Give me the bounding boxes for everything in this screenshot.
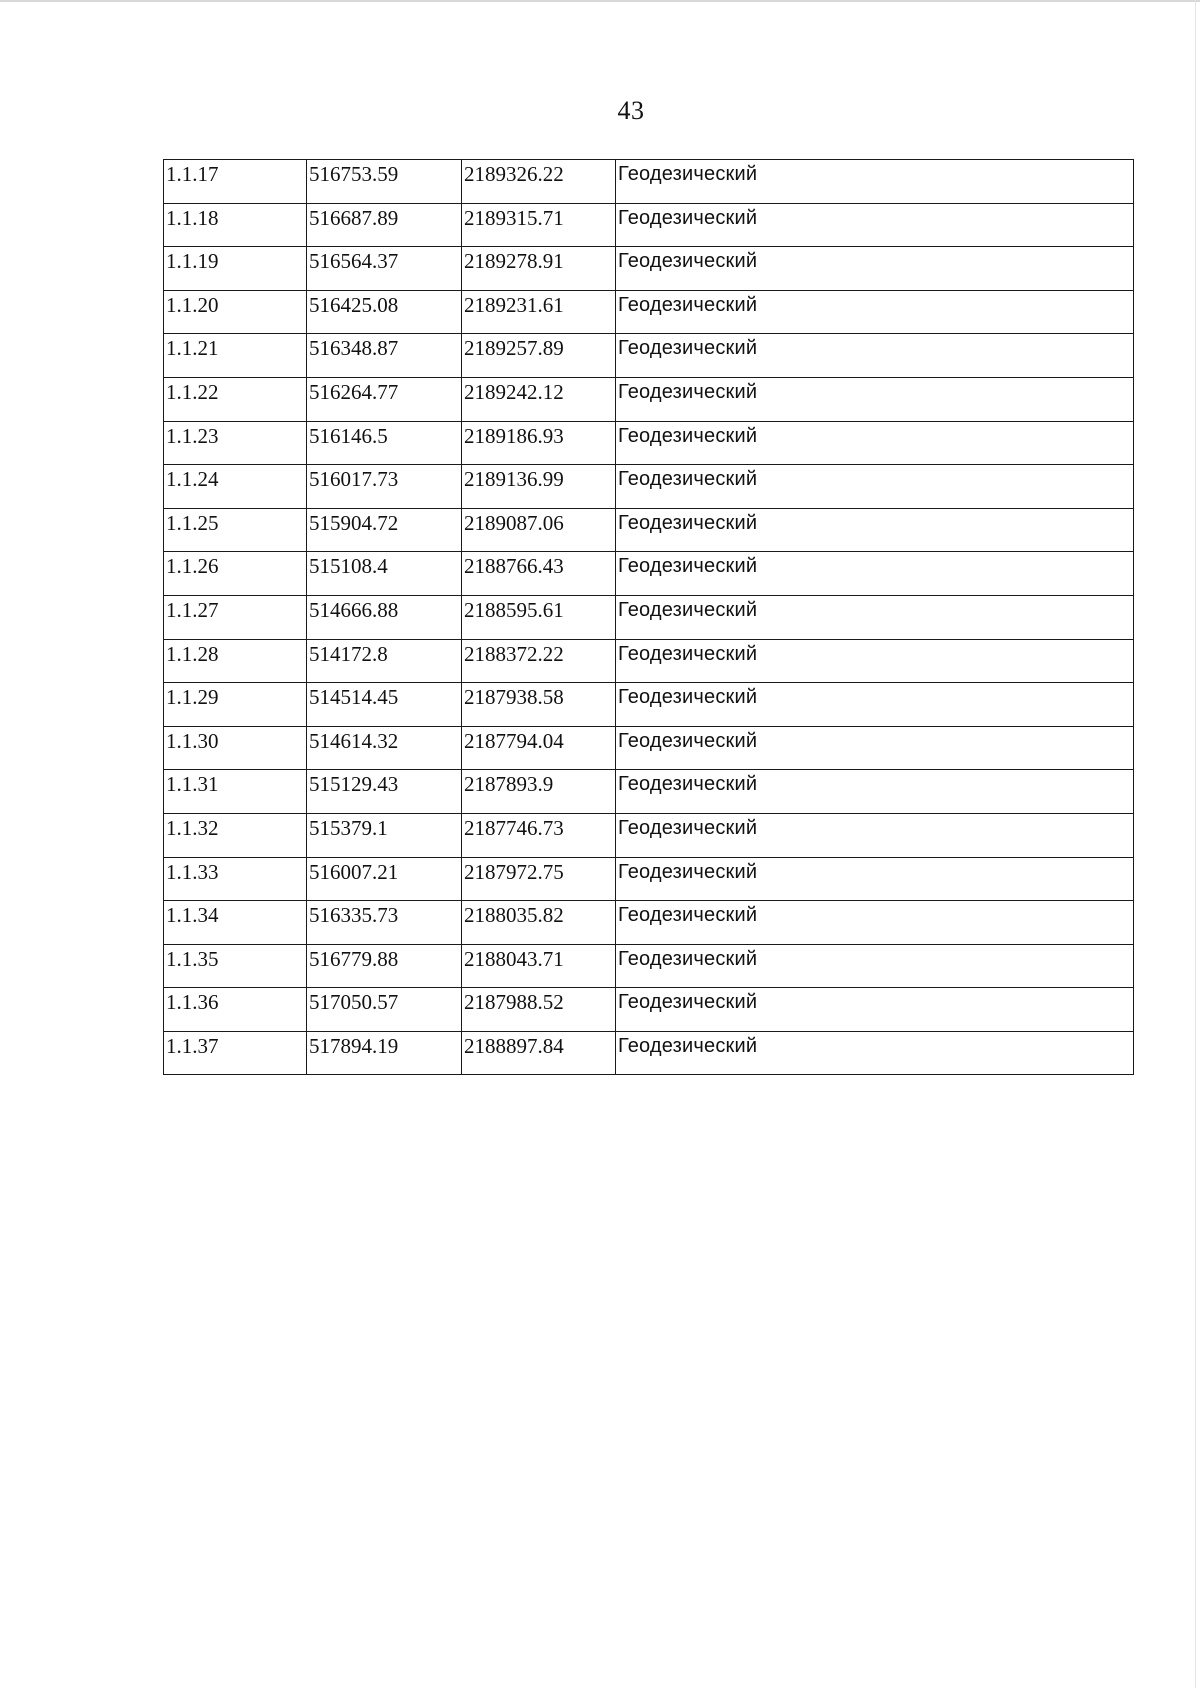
point-type-cell: Геодезический: [616, 901, 1134, 945]
table-row: [164, 726, 1134, 770]
point-id-cell: 1.1.34: [164, 901, 307, 945]
y-coordinate-cell: 2187893.9: [462, 770, 616, 814]
y-coordinate-cell: 2187794.04: [462, 726, 616, 770]
table-row: [164, 552, 1134, 596]
y-coordinate-cell: 2188595.61: [462, 595, 616, 639]
point-id-cell: 1.1.19: [164, 247, 307, 291]
x-coordinate-cell: 514514.45: [307, 683, 462, 727]
point-type-cell: Геодезический: [616, 639, 1134, 683]
table-row: [164, 465, 1134, 509]
point-type-cell: Геодезический: [616, 508, 1134, 552]
point-type-cell: Геодезический: [616, 465, 1134, 509]
point-id-cell: 1.1.22: [164, 377, 307, 421]
scan-edge-right: [1195, 0, 1196, 1688]
point-id-cell: 1.1.33: [164, 857, 307, 901]
y-coordinate-cell: 2188897.84: [462, 1031, 616, 1075]
point-id-cell: 1.1.20: [164, 290, 307, 334]
y-coordinate-cell: 2188035.82: [462, 901, 616, 945]
point-id-cell: 1.1.36: [164, 988, 307, 1032]
table-row: [164, 857, 1134, 901]
point-id-cell: 1.1.37: [164, 1031, 307, 1075]
x-coordinate-cell: 516017.73: [307, 465, 462, 509]
point-type-cell: Геодезический: [616, 203, 1134, 247]
x-coordinate-cell: 517894.19: [307, 1031, 462, 1075]
table-row: [164, 247, 1134, 291]
table-row: [164, 1031, 1134, 1075]
point-type-cell: Геодезический: [616, 857, 1134, 901]
y-coordinate-cell: 2188372.22: [462, 639, 616, 683]
point-id-cell: 1.1.28: [164, 639, 307, 683]
table-row: [164, 683, 1134, 727]
point-type-cell: Геодезический: [616, 988, 1134, 1032]
table-row: [164, 203, 1134, 247]
x-coordinate-cell: 516779.88: [307, 944, 462, 988]
point-type-cell: Геодезический: [616, 552, 1134, 596]
y-coordinate-cell: 2189136.99: [462, 465, 616, 509]
point-type-cell: Геодезический: [616, 683, 1134, 727]
point-id-cell: 1.1.30: [164, 726, 307, 770]
point-id-cell: 1.1.24: [164, 465, 307, 509]
x-coordinate-cell: 516564.37: [307, 247, 462, 291]
page-number: 43: [617, 96, 645, 125]
point-id-cell: 1.1.26: [164, 552, 307, 596]
x-coordinate-cell: 516146.5: [307, 421, 462, 465]
table-row: [164, 639, 1134, 683]
x-coordinate-cell: 516425.08: [307, 290, 462, 334]
x-coordinate-cell: 516348.87: [307, 334, 462, 378]
y-coordinate-cell: 2189186.93: [462, 421, 616, 465]
table-row: [164, 595, 1134, 639]
x-coordinate-cell: 516687.89: [307, 203, 462, 247]
x-coordinate-cell: 514614.32: [307, 726, 462, 770]
point-type-cell: Геодезический: [616, 290, 1134, 334]
point-id-cell: 1.1.35: [164, 944, 307, 988]
y-coordinate-cell: 2189257.89: [462, 334, 616, 378]
table-row: [164, 290, 1134, 334]
coordinates-table-body: [164, 160, 1134, 1075]
point-id-cell: 1.1.17: [164, 160, 307, 204]
scan-edge-top: [0, 0, 1200, 2]
x-coordinate-cell: 515379.1: [307, 813, 462, 857]
y-coordinate-cell: 2189087.06: [462, 508, 616, 552]
table-row: [164, 160, 1134, 204]
point-type-cell: Геодезический: [616, 595, 1134, 639]
y-coordinate-cell: 2187988.52: [462, 988, 616, 1032]
y-coordinate-cell: 2188766.43: [462, 552, 616, 596]
x-coordinate-cell: 515904.72: [307, 508, 462, 552]
x-coordinate-cell: 515108.4: [307, 552, 462, 596]
y-coordinate-cell: 2187746.73: [462, 813, 616, 857]
point-id-cell: 1.1.27: [164, 595, 307, 639]
point-id-cell: 1.1.29: [164, 683, 307, 727]
point-type-cell: Геодезический: [616, 160, 1134, 204]
point-id-cell: 1.1.23: [164, 421, 307, 465]
y-coordinate-cell: 2189326.22: [462, 160, 616, 204]
table-row: [164, 508, 1134, 552]
x-coordinate-cell: 514666.88: [307, 595, 462, 639]
table-row: [164, 988, 1134, 1032]
point-type-cell: Геодезический: [616, 770, 1134, 814]
point-type-cell: Геодезический: [616, 1031, 1134, 1075]
y-coordinate-cell: 2188043.71: [462, 944, 616, 988]
table-row: [164, 421, 1134, 465]
y-coordinate-cell: 2187972.75: [462, 857, 616, 901]
y-coordinate-cell: 2189315.71: [462, 203, 616, 247]
y-coordinate-cell: 2189278.91: [462, 247, 616, 291]
table-row: [164, 334, 1134, 378]
table-row: [164, 944, 1134, 988]
x-coordinate-cell: 516007.21: [307, 857, 462, 901]
point-id-cell: 1.1.25: [164, 508, 307, 552]
x-coordinate-cell: 515129.43: [307, 770, 462, 814]
x-coordinate-cell: 517050.57: [307, 988, 462, 1032]
point-type-cell: Геодезический: [616, 726, 1134, 770]
coordinates-table: [163, 159, 1134, 1075]
point-id-cell: 1.1.31: [164, 770, 307, 814]
point-type-cell: Геодезический: [616, 944, 1134, 988]
x-coordinate-cell: 516753.59: [307, 160, 462, 204]
table-row: [164, 813, 1134, 857]
table-row: [164, 377, 1134, 421]
y-coordinate-cell: 2189231.61: [462, 290, 616, 334]
point-type-cell: Геодезический: [616, 421, 1134, 465]
point-type-cell: Геодезический: [616, 247, 1134, 291]
point-id-cell: 1.1.18: [164, 203, 307, 247]
y-coordinate-cell: 2189242.12: [462, 377, 616, 421]
x-coordinate-cell: 516335.73: [307, 901, 462, 945]
point-type-cell: Геодезический: [616, 334, 1134, 378]
table-row: [164, 770, 1134, 814]
point-type-cell: Геодезический: [616, 377, 1134, 421]
point-id-cell: 1.1.32: [164, 813, 307, 857]
y-coordinate-cell: 2187938.58: [462, 683, 616, 727]
x-coordinate-cell: 516264.77: [307, 377, 462, 421]
x-coordinate-cell: 514172.8: [307, 639, 462, 683]
point-type-cell: Геодезический: [616, 813, 1134, 857]
table-row: [164, 901, 1134, 945]
point-id-cell: 1.1.21: [164, 334, 307, 378]
